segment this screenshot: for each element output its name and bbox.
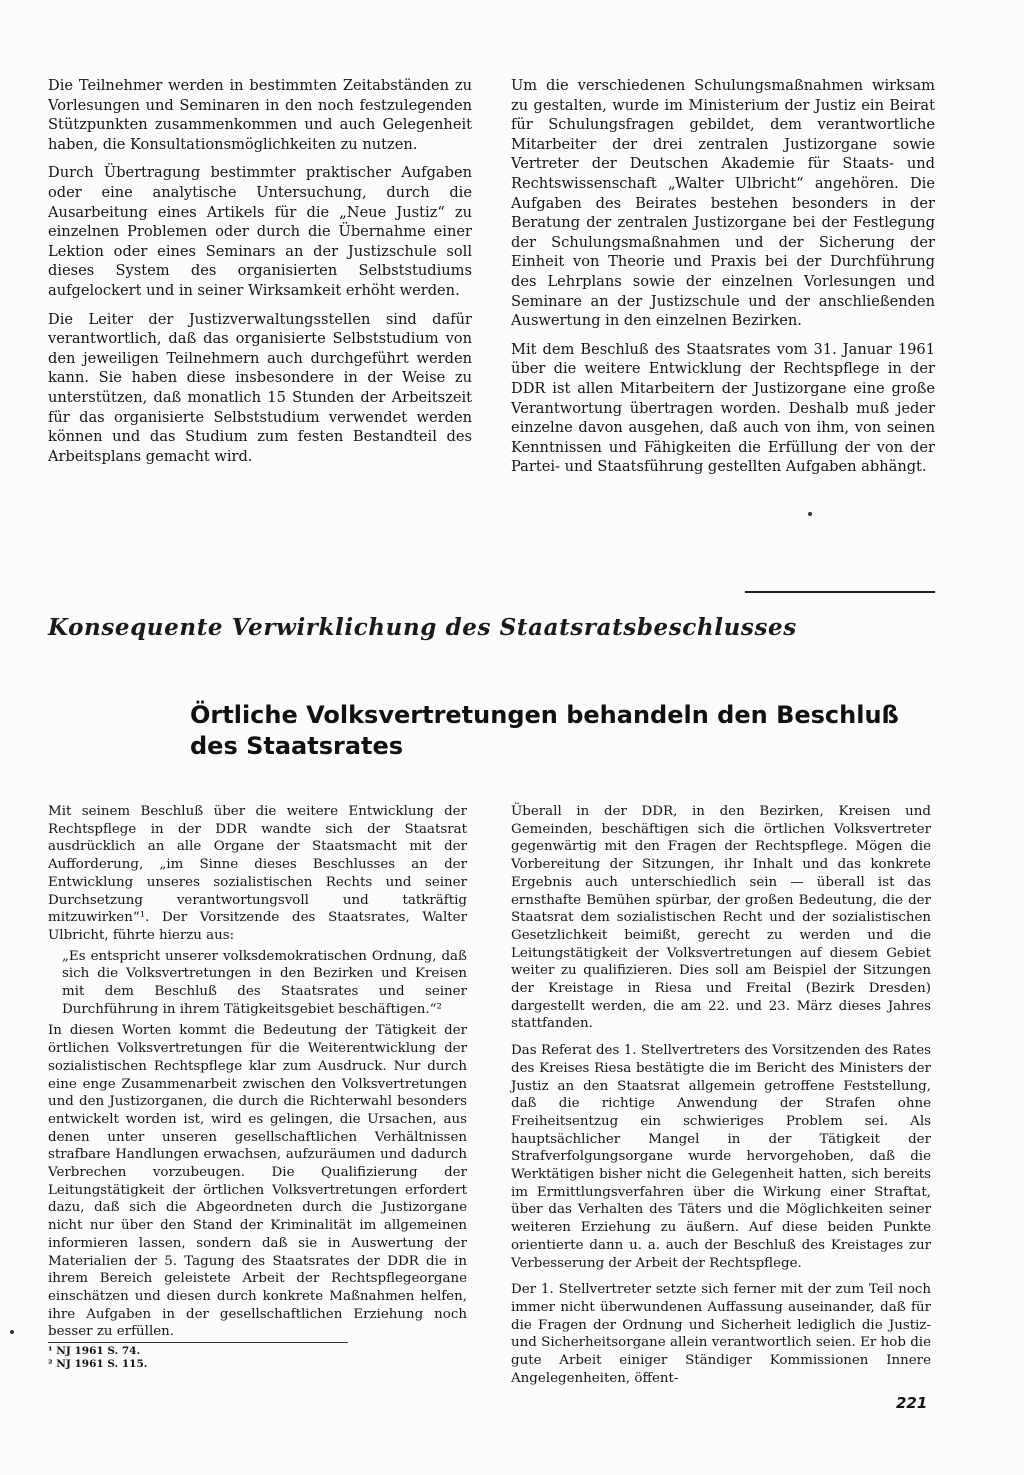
footnote: ¹ NJ 1961 S. 74. [48, 1345, 141, 1357]
print-speck [10, 1330, 14, 1334]
paragraph: Das Referat des 1. Stellvertreters des Vorsitzenden des Rates des Kreises Riesa bestätigte die im Bericht des Ministers der Justiz an den Staatsrat allgemein getroffene Feststellung, daß die richtige Anwendung der Strafen ohne Freiheitsentzug ein schwieriges Problem sei. Als hauptsächlicher Mangel in der Tätigkeit der Strafverfolgungsorgane wurde hervorgehoben, daß die Werktätigen bisher nicht die Gelegenheit hatten, sich bereits im Ermittlungsverfahren über die Wirkung einer Straftat, über das Verhalten des Täters und die Möglichkeiten seiner weiteren Erziehung zu äußern. Auf diese beiden Punkte orientierte dann u. a. auch der Beschluß des Kreistages zur Verbesserung der Arbeit der Rechtspflege. [511, 1043, 931, 1271]
paragraph: Die Leiter der Justizverwaltungsstellen sind dafür verantwortlich, daß das organisierte Selbststudium von den jeweiligen Teilnehmern auch durchgeführt werden kann. Sie haben diese insbesondere in der Weise zu unterstützen, daß monatlich 15 Stunden der Arbeitszeit für das organisierte Selbststudium verwendet werden können und das Studium zum festen Bestandteil des Arbeitsplans gemacht wird. [48, 310, 472, 465]
article-left-column [48, 803, 467, 1350]
section-divider [745, 591, 935, 593]
top-right-column [511, 76, 935, 486]
print-speck [808, 512, 812, 516]
paragraph: Überall in der DDR, in den Bezirken, Kreisen und Gemeinden, beschäftigen sich die örtlichen Volksvertreter gegenwärtig mit den Fragen der Rechtspflege. Mögen die Vorbereitung der Sitzungen, ihr Inhalt und das konkrete Ergebnis auch unterschiedlich sein — überall ist das ernsthafte Bemühen spürbar, der großen Bedeutung, die der Staatsrat dem sozialistischen Recht und der sozialistischen Gesetzlichkeit beimißt, gerecht zu werden und die Leitungstätigkeit der Volksvertretungen auf diesem Gebiet weiter zu qualifizieren. Dies soll am Beispiel der Sitzungen der Kreistage in Riesa und Freital (Bezirk Dresden) dargestellt werden, die am 22. und 23. März dieses Jahres stattfanden. [511, 804, 931, 1032]
paragraph: Die Teilnehmer werden in bestimmten Zeitabständen zu Vorlesungen und Seminaren in den noch festzulegenden Stützpunkten zusammenkommen und auch Gelegenheit haben, die Konsultationsmöglichkeiten zu nutzen. [48, 77, 472, 153]
paragraph: Durch Übertragung bestimmter praktischer Aufgaben oder eine analytische Untersuchung, durch die Ausarbeitung eines Artikels für die „Neue Justiz“ zu einzelnen Problemen oder durch die Übernahme einer Lektion oder eines Seminars an der Justizschule soll dieses System des organisierten Selbststudiums aufgelockert und in seiner Wirksamkeit erhöht werden. [48, 164, 472, 299]
section-kicker: Konsequente Verwirklichung des Staatsratsbeschlusses [48, 614, 797, 641]
top-left-column [48, 76, 472, 475]
article-right-column [511, 803, 931, 1397]
article-headline: Örtliche Volksvertretungen behandeln den Beschluß des Staatsrates [190, 701, 899, 760]
page-number: 221 [896, 1394, 928, 1412]
paragraph: Der 1. Stellvertreter setzte sich ferner mit der zum Teil noch immer nicht überwundenen Auffassung auseinander, daß für die Fragen der Ordnung und Sicherheit lediglich die Justiz- und Sicherheitsorgane allein verantwortlich seien. Er hob die gute Arbeit einiger Ständiger Kommissionen Innere Angelegenheiten, öffent- [511, 1282, 931, 1386]
paragraph: Mit dem Beschluß des Staatsrates vom 31. Januar 1961 über die weitere Entwicklung der Rechtspflege in der DDR ist allen Mitarbeitern der Justizorgane eine große Verantwortung übertragen worden. Deshalb muß jeder einzelne davon ausgehen, daß auch von ihm, von seinen Kenntnissen und Fähigkeiten die Erfüllung der von der Partei- und Staatsführung gestellten Aufgaben abhängt. [511, 340, 935, 476]
footnotes [48, 1342, 348, 1371]
quote: „Es entspricht unserer volksdemokratischen Ordnung, daß sich die Volksvertretungen in den Bezirken und Kreisen mit dem Beschluß des Staatsrates und seiner Durchführung in ihrem Tätigkeitsgebiet beschäftigen.“² [62, 948, 467, 1017]
paragraph: Um die verschiedenen Schulungsmaßnahmen wirksam zu gestalten, wurde im Ministerium der Justiz ein Beirat für Schulungsfragen gebildet, dem verantwortliche Mitarbeiter der drei zentralen Justizorgane sowie Vertreter der Deutschen Akademie für Staats- und Rechtswissenschaft „Walter Ulbricht“ angehören. Die Aufgaben des Beirates bestehen besonders in der Beratung der zentralen Justizorgane bei der Festlegung der Schulungsmaßnahmen und der Sicherung der Einheit von Theorie und Praxis bei der Durchführung des Lehrplans sowie der einzelnen Vorlesungen und Seminare an der Justizschule und der anschließenden Auswertung in den einzelnen Bezirken. [511, 77, 935, 330]
footnote: ² NJ 1961 S. 115. [48, 1358, 148, 1370]
paragraph: Mit seinem Beschluß über die weitere Entwicklung der Rechtspflege in der DDR wandte sich der Staatsrat ausdrücklich an alle Organe der Staatsmacht mit der Aufforderung, „im Sinne dieses Beschlusses an der Entwicklung unseres sozialistischen Rechts und seiner Durchsetzung verantwortungsvoll und tatkräftig mitzuwirken“¹. Der Vorsitzende des Staatsrates, Walter Ulbricht, führte hierzu aus: [48, 804, 467, 943]
paragraph: In diesen Worten kommt die Bedeutung der Tätigkeit der örtlichen Volksvertretungen für die Weiterentwicklung der sozialistischen Rechtspflege klar zum Ausdruck. Nur durch eine enge Zusammenarbeit zwischen den Volksvertretungen und den Justizorganen, die durch die Richterwahl besonders entwickelt worden ist, wird es gelingen, die Ursachen, aus denen unter unseren gesellschaftlichen Verhältnissen strafbare Handlungen erwachsen, aufzuräumen und dadurch Verbrechen vorzubeugen. Die Qualifizierung der Leitungstätigkeit der örtlichen Volksvertretungen erfordert dazu, daß sich die Abgeordneten durch die Justizorgane nicht nur über den Stand der Kriminalität im allgemeinen informieren lassen, sondern daß sie in Auswertung der Materialien der 5. Tagung des Staatsrates der DDR die in ihrem Bereich geleistete Arbeit der Rechtspflegeorgane einschätzen und diesen durch konkrete Maßnahmen helfen, ihre Aufgaben in der gesellschaftlichen Erziehung noch besser zu erfüllen. [48, 1023, 467, 1340]
